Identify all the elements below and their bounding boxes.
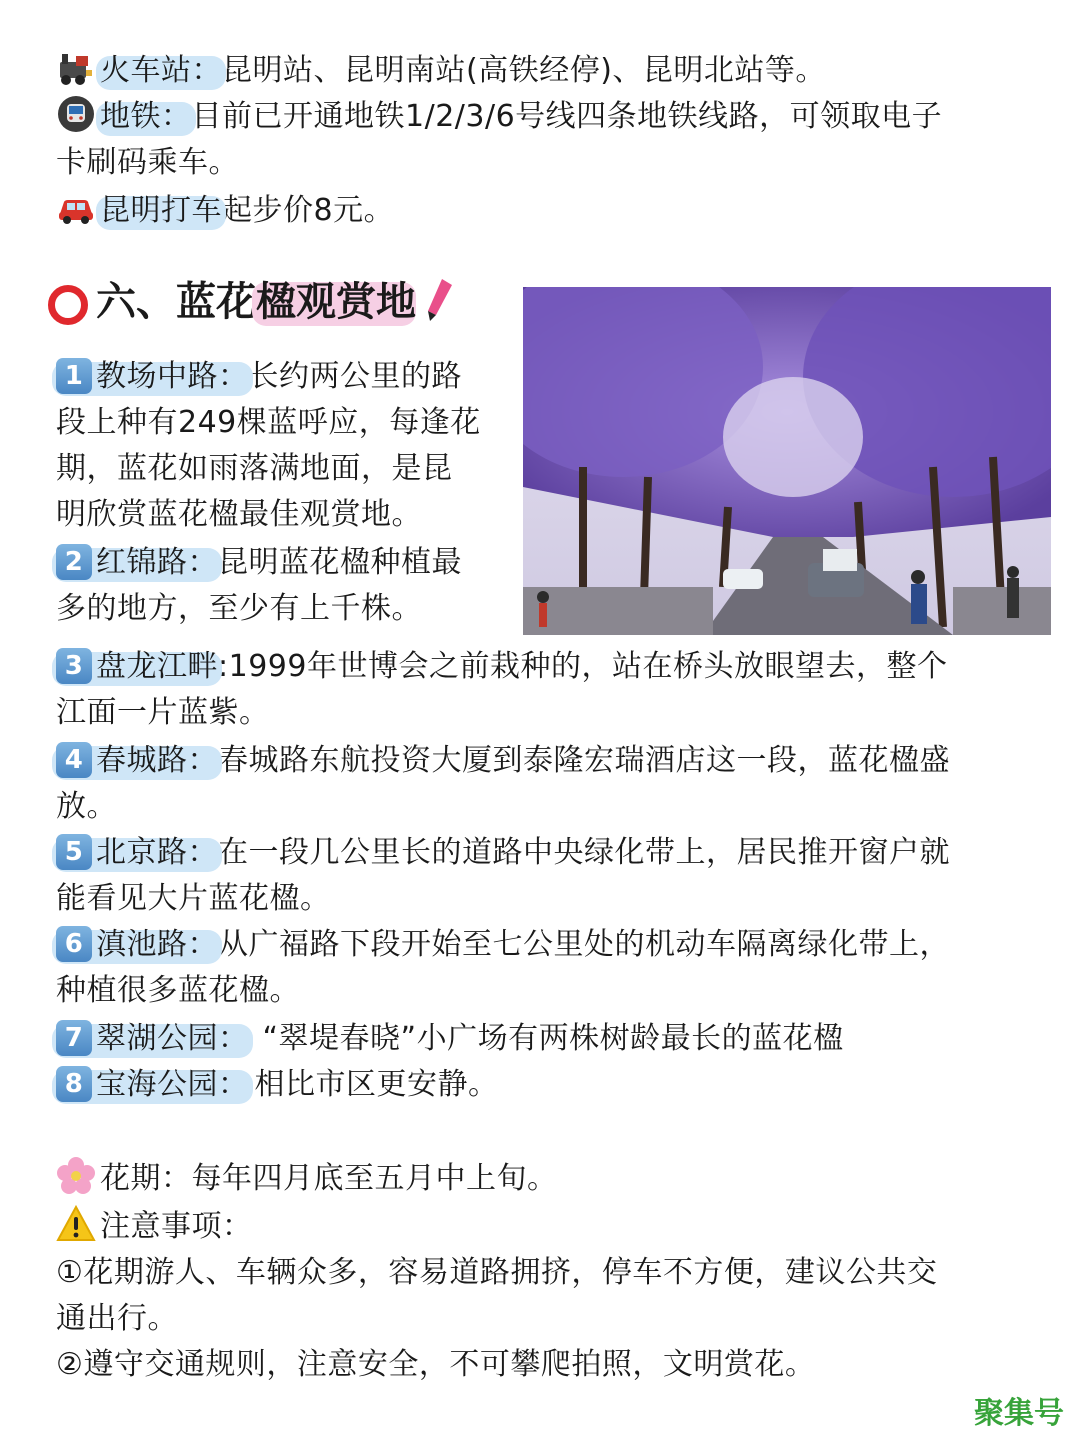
spot-2-name: 红锦路： <box>96 545 218 580</box>
spot-4-text-2: 放。 <box>56 789 117 824</box>
spot-6-line-1 <box>56 922 950 968</box>
spot-4-heading <box>56 738 218 784</box>
spot-1-text-3: 期，蓝花如雨落满地面，是昆 <box>56 451 453 486</box>
spot-1-badge: 1 <box>56 358 92 394</box>
spot-1-line-1 <box>56 354 462 400</box>
spot-8-heading <box>56 1062 249 1108</box>
train-icon <box>56 48 96 88</box>
spot-7-text-1: “翠堤春晓”小广场有两株树龄最长的蓝花楹 <box>262 1021 844 1056</box>
spot-2-badge: 2 <box>56 544 92 580</box>
metro-text-2: 卡刷码乘车。 <box>56 145 239 180</box>
metro-icon <box>56 94 96 134</box>
spot-5-badge: 5 <box>56 834 92 870</box>
spot-2-heading <box>56 540 218 586</box>
metro-label: 地铁： <box>100 94 192 140</box>
spot-3-name: 盘龙江畔 <box>96 649 218 684</box>
car-icon <box>56 188 96 228</box>
jacaranda-street-photo <box>523 287 1051 635</box>
red-ring-icon <box>48 285 88 325</box>
spot-1-heading <box>56 354 249 400</box>
taxi-label: 昆明打车 <box>100 188 222 234</box>
spot-6-heading <box>56 922 218 968</box>
spot-6-text-2: 种植很多蓝花楹。 <box>56 973 300 1008</box>
flower-period-line <box>56 1156 558 1202</box>
spot-2-line-1 <box>56 540 462 586</box>
notice-item-1-line-2: 通出行。 <box>56 1301 178 1336</box>
notice-item-1-line-1: ①花期游人、车辆众多，容易道路拥挤，停车不方便，建议公共交 <box>56 1255 938 1290</box>
flower-period-text: 花期：每年四月底至五月中上旬。 <box>100 1161 558 1196</box>
spot-7-name: 翠湖公园： <box>96 1021 249 1056</box>
spot-2-text-1: 昆明蓝花楹种植最 <box>218 545 462 580</box>
spot-2-text-2: 多的地方，至少有上千株。 <box>56 591 422 626</box>
train-text: 昆明站、昆明南站(高铁经停)、昆明北站等。 <box>222 53 826 88</box>
spot-5-line-1 <box>56 830 950 876</box>
spot-6-badge: 6 <box>56 926 92 962</box>
metro-line <box>56 94 942 140</box>
spot-1-text-2: 段上种有249棵蓝呼应，每逢花 <box>56 405 481 440</box>
section-title <box>48 272 462 332</box>
spot-6-text-1: 从广福路下段开始至七公里处的机动车隔离绿化带上， <box>218 927 950 962</box>
spot-4-text-1: 春城路东航投资大厦到泰隆宏瑞酒店这一段，蓝花楹盛 <box>218 743 950 778</box>
blossom-icon <box>56 1156 96 1196</box>
spot-3-line-1 <box>56 644 947 690</box>
spot-1-text-4: 明欣赏蓝花楹最佳观赏地。 <box>56 497 422 532</box>
spot-7-badge: 7 <box>56 1020 92 1056</box>
warning-icon <box>56 1204 96 1244</box>
spot-8-line-1 <box>56 1062 499 1108</box>
notice-title: 注意事项： <box>100 1209 253 1244</box>
spot-4-badge: 4 <box>56 742 92 778</box>
spot-5-text-1: 在一段几公里长的道路中央绿化带上，居民推开窗户就 <box>218 835 950 870</box>
taxi-line <box>56 188 394 234</box>
spot-5-heading <box>56 830 218 876</box>
spot-7-heading <box>56 1016 249 1062</box>
spot-5-text-2: 能看见大片蓝花楹。 <box>56 881 331 916</box>
section-title-highlight: 楹观赏地 <box>256 272 416 332</box>
spot-6-name: 滇池路： <box>96 927 218 962</box>
spot-3-badge: 3 <box>56 648 92 684</box>
spot-3-text-2: 江面一片蓝紫。 <box>56 695 270 730</box>
metro-text-1: 目前已开通地铁1/2/3/6号线四条地铁线路，可领取电子 <box>191 99 943 134</box>
spot-8-name: 宝海公园： <box>96 1067 249 1102</box>
spot-1-name: 教场中路： <box>96 359 249 394</box>
train-line <box>56 48 826 94</box>
marker-icon <box>418 275 458 315</box>
train-label: 火车站： <box>100 48 222 94</box>
spot-8-badge: 8 <box>56 1066 92 1102</box>
spot-4-line-1 <box>56 738 950 784</box>
notice-title-line <box>56 1204 253 1250</box>
spot-7-line-1 <box>56 1016 844 1062</box>
spot-3-text-1: :1999年世博会之前栽种的，站在桥头放眼望去，整个 <box>218 649 948 684</box>
taxi-text: 起步价8元。 <box>222 193 395 228</box>
spot-5-name: 北京路： <box>96 835 218 870</box>
spot-1-text-1: 长约两公里的路 <box>248 359 462 394</box>
spot-8-text-1: 相比市区更安静。 <box>254 1067 499 1102</box>
notice-item-2: ②遵守交通规则，注意安全，不可攀爬拍照，文明赏花。 <box>56 1347 816 1382</box>
section-title-prefix: 六、蓝花 <box>96 278 256 325</box>
spot-3-heading <box>56 644 218 690</box>
watermark: 聚集号 <box>974 1396 1064 1431</box>
spot-4-name: 春城路： <box>96 743 218 778</box>
